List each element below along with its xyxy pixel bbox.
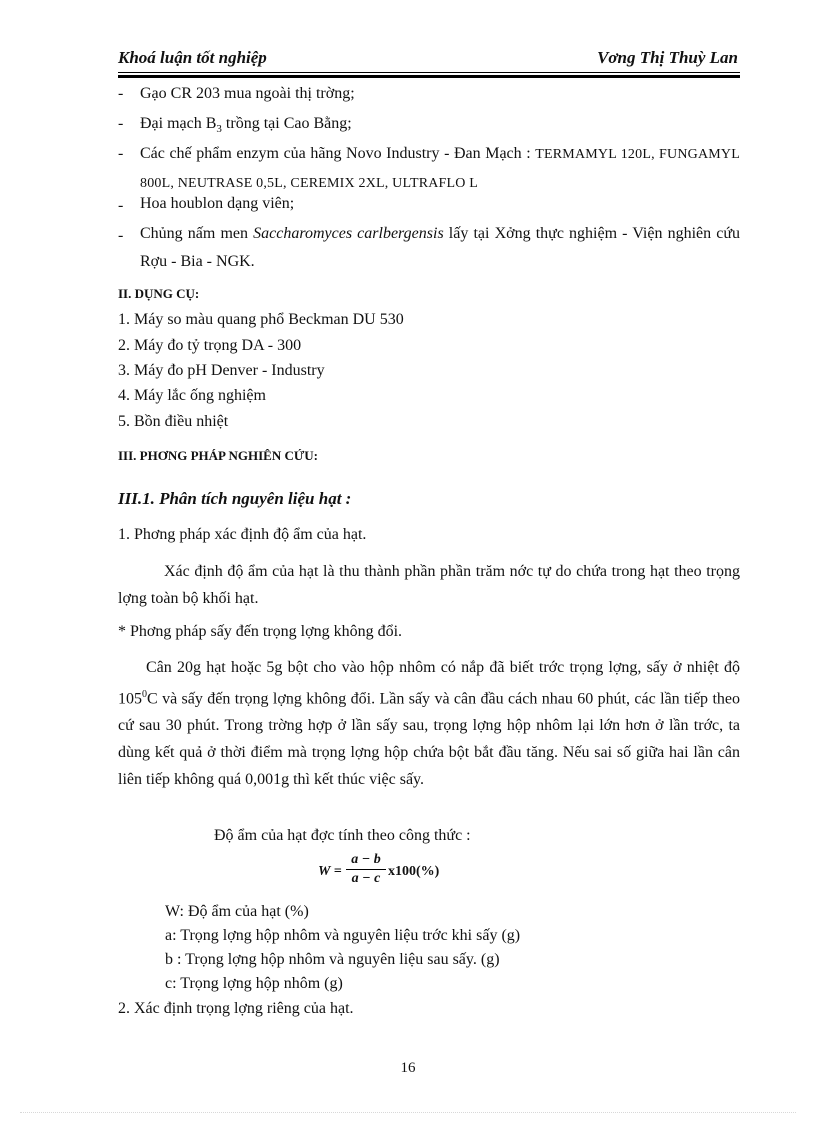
subsection-heading: III.1. Phân tích nguyên liệu hạt : (118, 489, 352, 508)
page-number: 16 (400, 1060, 416, 1076)
paragraph-drying-procedure: Cân 20g hạt hoặc 5g bột cho vào hộp nhôm có nắp đã biết trớc trọng lợng, sấy ở nhiệt độ $105^0C$ và sấy đến trọng lợng không đổi. Lần sấy và cân đầu cách nhau 60 phút, các lần tiếp theo cứ sau 30 phút. Trong trờng hợp ở lần sấy sau, trọng lợng hộp nhôm lại lớn hơn ở lần trớc, ta dùng kết quả ở thời điểm mà trọng lợng hộp chứa bột bắt đầu tăng. Nếu sai số giữa hai lần cân liên tiếp không quá 0,001g thì kết thúc việc sấy. (118, 659, 740, 789)
legend-item: a: Trọng lợng hộp nhôm và nguyên liệu trớc khi sấy (g) (165, 927, 521, 944)
fraction-bar (346, 869, 386, 870)
header-author-name: Vơng Thị Thuỳ Lan (597, 48, 738, 67)
tool-item: 3. Máy đo pH Denver - Industry (118, 362, 325, 379)
header-rule-thick (118, 75, 740, 78)
section-heading-tools: II. DỤNG CỤ: (118, 286, 200, 301)
formula-denominator: a − c (351, 871, 381, 886)
header-thesis-label: Khoá luận tốt nghiệp (118, 48, 267, 67)
material-item-yeast: Chủng nấm men Saccharomyces carlbergensis lấy tại Xởng thực nghiệm - Viện nghiên cứu Rợu - Bia - NGK. (140, 225, 741, 270)
bullet-marker: - (118, 115, 124, 132)
material-item-hops: Hoa houblon dạng viên; (140, 195, 295, 212)
moisture-formula (318, 852, 458, 896)
item-title-specific-weight: 2. Xác định trọng lợng riêng của hạt. (118, 1000, 354, 1017)
bullet-marker: - (118, 85, 124, 102)
formula-lhs: W = (318, 864, 342, 879)
legend-item: W: Độ ẩm của hạt (%) (165, 903, 309, 920)
material-item-enzymes: Các chế phẩm enzym của hãng Novo Industry - Đan Mạch : TERMAMYL 120L, FUNGAMYL 800L, NEUTRASE 0,5L, CEREMIX 2XL, ULTRAFLO L (140, 145, 740, 191)
bullet-marker: - (118, 145, 124, 162)
formula-numerator: a − b (351, 852, 381, 867)
tool-item: 4. Máy lắc ống nghiệm (118, 387, 266, 404)
enzyme-product-list: TERMAMYL 120L, FUNGAMYL 800L, NEUTRASE 0,5L, CEREMIX 2XL, ULTRAFLO L (140, 147, 740, 191)
section-heading-methods: III. PHƠNG PHÁP NGHIÊN CỨU: (118, 448, 318, 463)
bullet-marker: - (118, 227, 124, 244)
formula-intro: Độ ẩm của hạt đợc tính theo công thức : (214, 827, 471, 844)
formula-fraction (346, 852, 386, 887)
legend-item: c: Trọng lợng hộp nhôm (g) (165, 975, 343, 992)
legend-item: b : Trọng lợng hộp nhôm và nguyên liệu sau sấy. (g) (165, 951, 500, 968)
paragraph-moisture-definition: Xác định độ ẩm của hạt là thu thành phần phần trăm nớc tự do chứa trong hạt theo trọng lợng toàn bộ khối hạt. (118, 563, 740, 607)
yeast-species-name: Saccharomyces carlbergensis (253, 225, 444, 242)
formula-multiplier: x100(%) (388, 864, 440, 879)
material-item-barley: Đại mạch $B_3$ trồng tại Cao Bằng; (140, 115, 352, 136)
tool-item: 1. Máy so màu quang phổ Beckman DU 530 (118, 311, 404, 328)
page-bottom-dotted-border (20, 1112, 796, 1113)
header-rule-thin (118, 72, 740, 73)
material-item-rice: Gạo CR 203 mua ngoài thị trờng; (140, 85, 355, 102)
method-drying: * Phơng pháp sấy đến trọng lợng không đổi. (118, 623, 403, 640)
item-title-moisture: 1. Phơng pháp xác định độ ẩm của hạt. (118, 526, 367, 543)
running-header (118, 48, 738, 70)
tool-item: 2. Máy đo tỷ trọng DA - 300 (118, 337, 302, 354)
bullet-marker: - (118, 197, 124, 214)
tool-item: 5. Bồn điều nhiệt (118, 413, 229, 430)
